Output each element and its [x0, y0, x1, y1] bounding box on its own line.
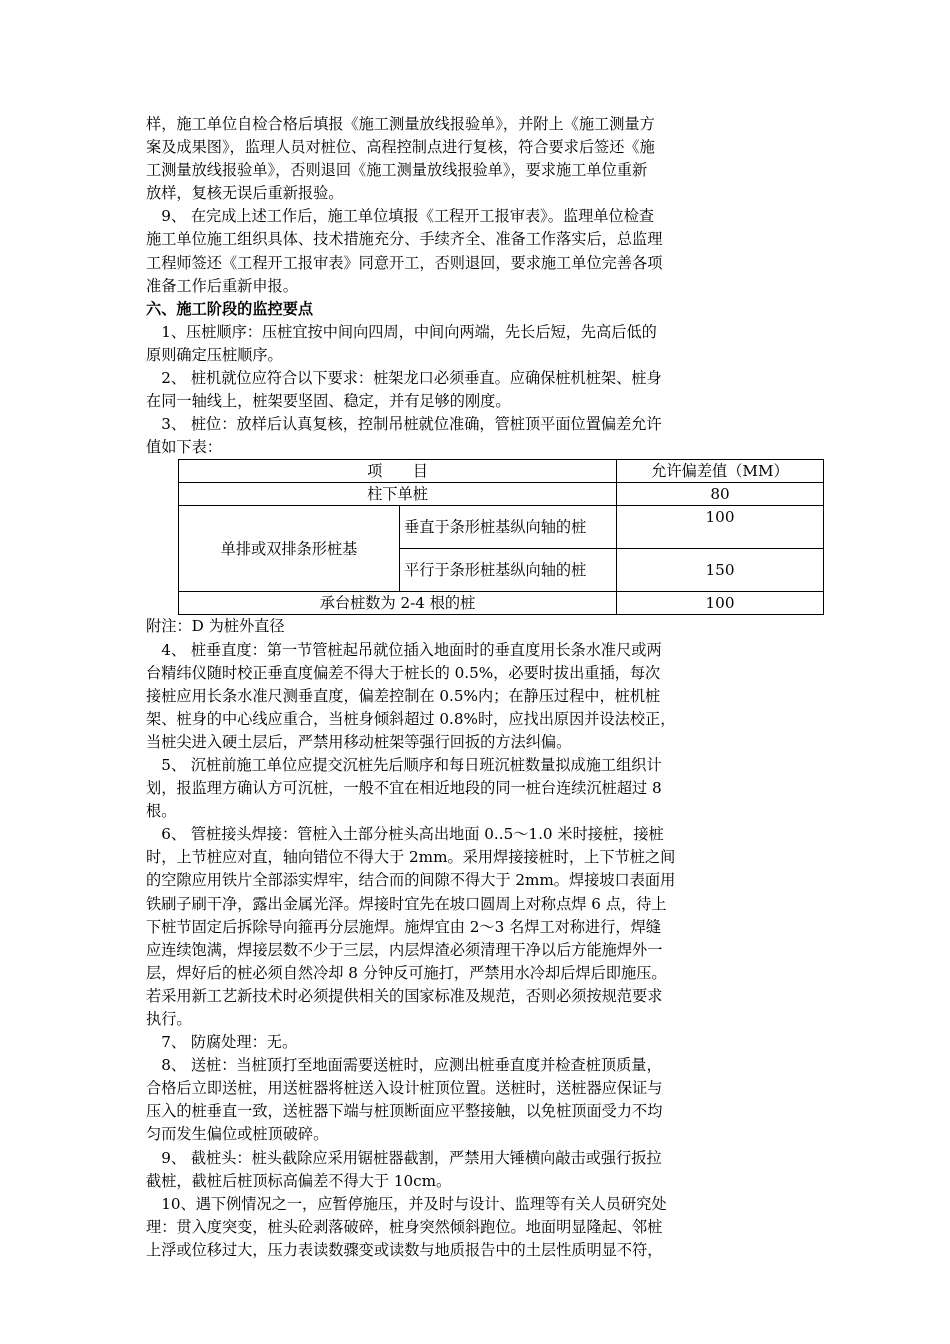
text-line: 接桩应用长条水准尺测垂直度，偏差控制在 0.5%内；在静压过程中，桩机桩 — [146, 686, 661, 705]
text-line: 下桩节固定后拆除导向箍再分层施焊。施焊宜由 2～3 名焊工对称进行，焊缝 — [146, 917, 661, 936]
paragraph-block-main — [146, 639, 806, 1263]
text-line: 执行。 — [146, 1010, 192, 1028]
text-line: 9、 在完成上述工作后，施工单位填报《工程开工报审表》。监理单位检查 — [146, 207, 655, 226]
deviation-table — [178, 459, 824, 615]
table-cell-item: 平行于条形桩基纵向轴的桩 — [400, 549, 617, 592]
table-cell-group: 单排或双排条形桩基 — [179, 506, 400, 592]
table-cell-value: 80 — [617, 483, 824, 506]
text-line: 5、 沉桩前施工单位应提交沉桩先后顺序和每日班沉桩数量拟成施工组织计 — [146, 755, 662, 774]
text-line: 准备工作后重新申报。 — [146, 276, 298, 295]
text-line: 工程师签还《工程开工报审表》同意开工，否则退回，要求施工单位完善各项 — [146, 253, 663, 272]
table-cell-item: 承台桩数为 2-4 根的桩 — [179, 592, 617, 615]
table-note: 附注：D 为桩外直径 — [146, 617, 285, 636]
text-line: 样，施工单位自检合格后填报《施工测量放线报验单》，并附上《施工测量方 — [146, 115, 655, 133]
text-line: 案及成果图》，监理人员对桩位、高程控制点进行复核，符合要求后签还《施 — [146, 138, 655, 157]
table-row — [179, 483, 824, 506]
text-line: 9、 截桩头：桩头截除应采用锯桩器截割，严禁用大锤横向敲击或强行扳拉 — [146, 1148, 662, 1167]
text-line: 台精纬仪随时校正垂直度偏差不得大于桩长的 0.5%，必要时拔出重插，每次 — [146, 663, 661, 682]
text-line: 时，上节桩应对直，轴向错位不得大于 2mm。采用焊接接桩时，上下节桩之间 — [146, 848, 676, 867]
text-line: 工测量放线报验单》，否则退回《施工测量放线报验单》，要求施工单位重新 — [146, 161, 648, 180]
text-line: 6、 管桩接头焊接：管桩入土部分桩头高出地面 0..5～1.0 米时接桩，接桩 — [146, 825, 664, 844]
text-line: 2、 桩机就位应符合以下要求：桩架龙口必须垂直。应确保桩机桩架、桩身 — [146, 369, 662, 388]
text-line: 铁刷子刷干净，露出金属光泽。焊接时宜先在坡口圆周上对称点焊 6 点，待上 — [146, 894, 667, 913]
text-line: 4、 桩垂直度：第一节管桩起吊就位插入地面时的垂直度用长条水准尺或两 — [146, 640, 662, 659]
text-line: 匀而发生偏位或桩顶破碎。 — [146, 1125, 329, 1144]
text-line: 当桩尖进入硬土层后，严禁用移动桩架等强行回扳的方法纠偏。 — [146, 732, 572, 751]
text-line: 划，报监理方确认方可沉桩，一般不宜在相近地段的同一桩台连续沉桩超过 8 — [146, 779, 662, 798]
text-line: 根。 — [146, 802, 177, 821]
paragraph-block-section — [146, 321, 806, 460]
table-header-value: 允许偏差值（MM） — [617, 460, 824, 483]
text-line: 的空隙应用铁片全部添实焊牢，结合而的间隙不得大于 2mm。焊接坡口表面用 — [146, 871, 676, 890]
text-line: 原则确定压桩顺序。 — [146, 345, 283, 364]
text-line: 在同一轴线上，桩架要坚固、稳定，并有足够的刚度。 — [146, 392, 511, 411]
paragraph-block-intro — [146, 113, 806, 298]
text-line: 10、遇下例情况之一，应暂停施压，并及时与设计、监理等有关人员研究处 — [146, 1194, 667, 1213]
text-line: 3、 桩位：放样后认真复核，控制吊桩就位准确，管桩顶平面位置偏差允许 — [146, 415, 662, 434]
text-line: 理：贯入度突变，桩头砼剥落破碎，桩身突然倾斜跑位。地面明显隆起、邻桩 — [146, 1217, 663, 1236]
table-header-item: 项 目 — [179, 460, 617, 483]
table-row — [179, 506, 824, 549]
text-line: 1、压桩顺序：压桩宜按中间向四周，中间向两端，先长后短，先高后低的 — [146, 322, 657, 341]
text-line: 架、桩身的中心线应重合，当桩身倾斜超过 0.8%时，应找出原因并设法校正， — [146, 709, 676, 728]
table-cell-item: 柱下单桩 — [179, 483, 617, 506]
text-line: 施工单位施工组织具体、技术措施充分、手续齐全、准备工作落实后，总监理 — [146, 230, 663, 249]
section-heading: 六、施工阶段的监控要点 — [146, 299, 314, 318]
text-line: 7、 防腐处理：无。 — [146, 1033, 298, 1052]
table-cell-value: 150 — [617, 549, 824, 592]
text-line: 上浮或位移过大，压力表读数骤变或读数与地质报告中的土层性质明显不符， — [146, 1240, 663, 1259]
text-line: 合格后立即送桩，用送桩器将桩送入设计桩顶位置。送桩时，送桩器应保证与 — [146, 1079, 663, 1098]
text-line: 应连续饱满，焊接层数不少于三层，内层焊渣必须清理干净以后方能施焊外一 — [146, 940, 663, 959]
text-line: 压入的桩垂直一致，送桩器下端与桩顶断面应平整接触，以免桩顶面受力不均 — [146, 1102, 663, 1121]
text-line: 截桩，截桩后桩顶标高偏差不得大于 10cm。 — [146, 1171, 452, 1190]
table-cell-value: 100 — [617, 506, 824, 549]
text-line: 层，焊好后的桩必须自然冷却 8 分钟反可施打，严禁用水冷却后焊后即施压。 — [146, 963, 667, 982]
text-line: 若采用新工艺新技术时必须提供相关的国家标准及规范，否则必须按规范要求 — [146, 986, 663, 1005]
text-line: 放样，复核无误后重新报验。 — [146, 184, 344, 203]
table-cell-value: 100 — [617, 592, 824, 615]
text-line: 值如下表： — [146, 438, 222, 457]
table-header-row — [179, 460, 824, 483]
document-body — [146, 113, 806, 1262]
table-row — [179, 592, 824, 615]
table-cell-item: 垂直于条形桩基纵向轴的桩 — [400, 506, 617, 549]
text-line: 8、 送桩：当桩顶打至地面需要送桩时，应测出桩垂直度并检查桩顶质量， — [146, 1056, 662, 1075]
